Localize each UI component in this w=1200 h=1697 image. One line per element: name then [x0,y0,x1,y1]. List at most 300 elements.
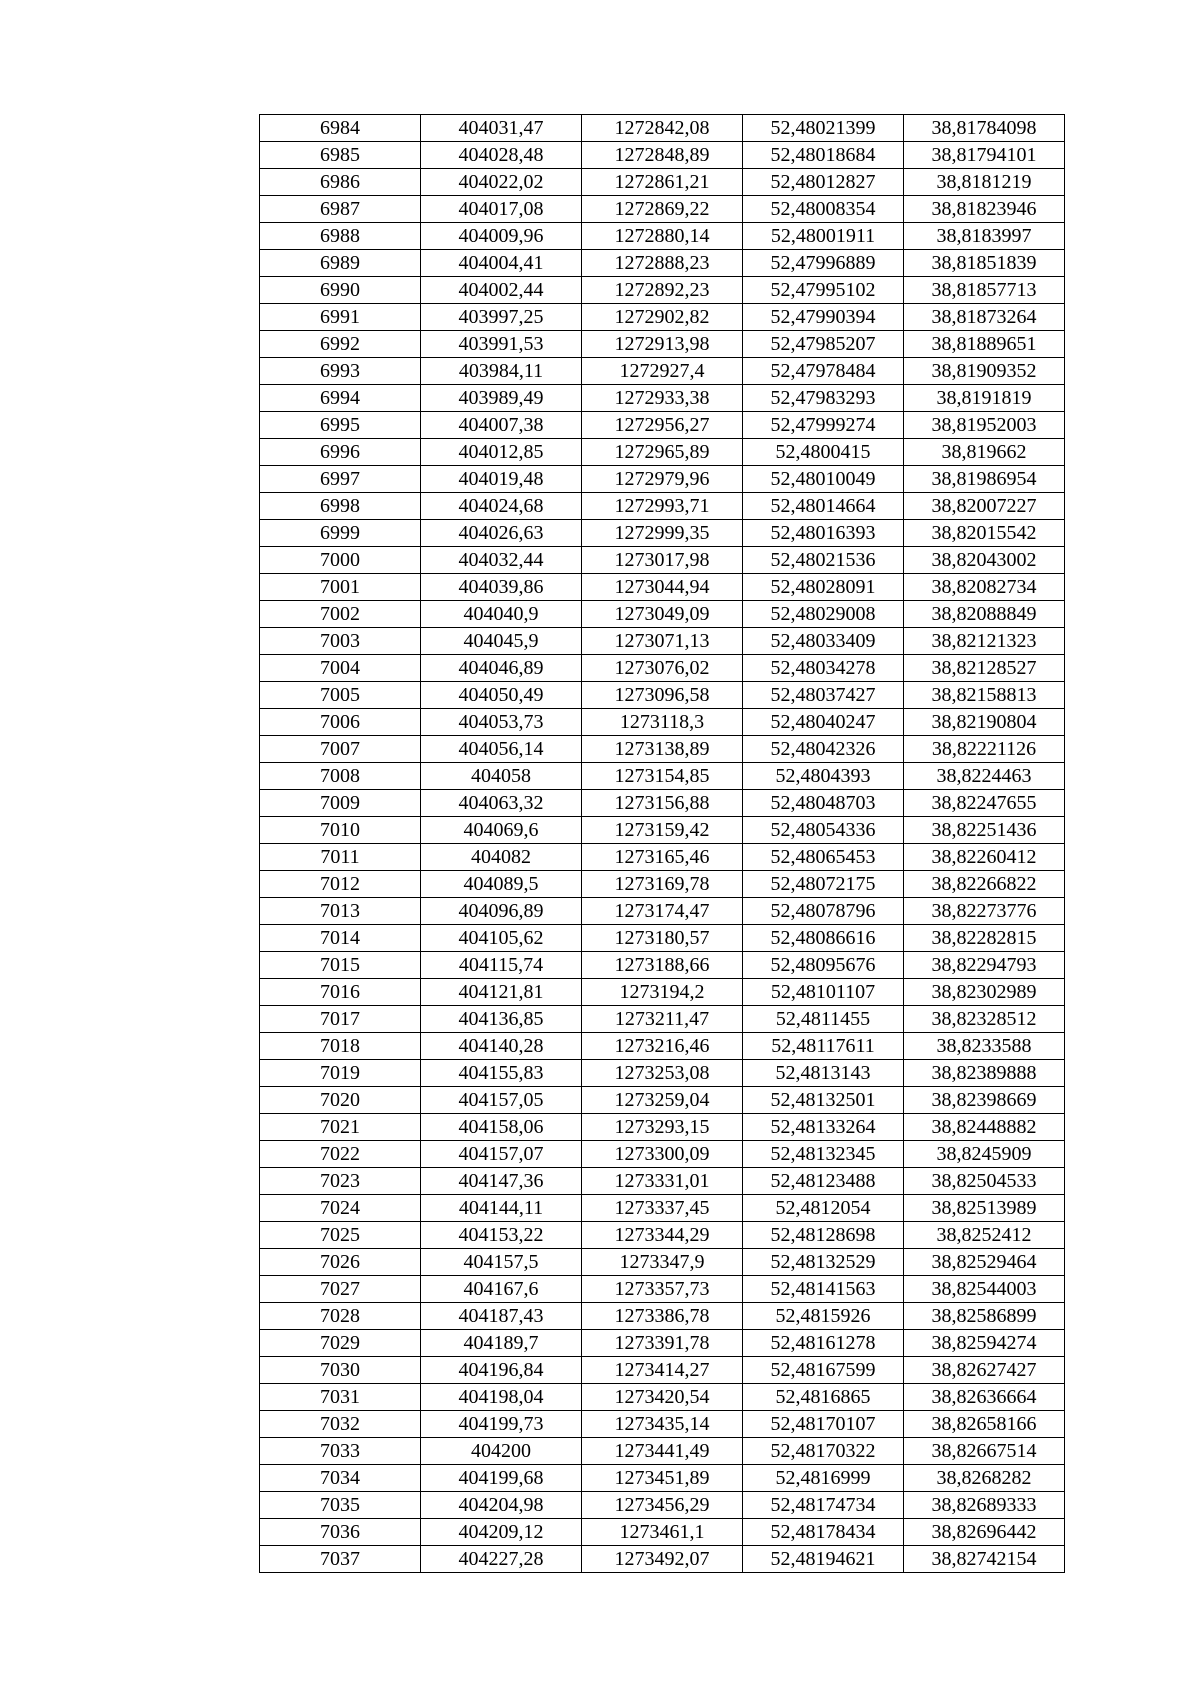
latitude-cell: 52,48101107 [743,979,904,1006]
x-coordinate-cell: 404189,7 [421,1330,582,1357]
table-row [260,439,1065,466]
point-number-cell: 7002 [260,601,421,628]
latitude-cell: 52,48072175 [743,871,904,898]
table-row [260,385,1065,412]
longitude-cell: 38,82043002 [904,547,1065,574]
longitude-cell: 38,8191819 [904,385,1065,412]
x-coordinate-cell: 404053,73 [421,709,582,736]
x-coordinate-cell: 404082 [421,844,582,871]
y-coordinate-cell: 1272861,21 [582,169,743,196]
point-number-cell: 6993 [260,358,421,385]
table-row [260,1492,1065,1519]
longitude-cell: 38,82247655 [904,790,1065,817]
point-number-cell: 7017 [260,1006,421,1033]
longitude-cell: 38,82689333 [904,1492,1065,1519]
table-row [260,709,1065,736]
latitude-cell: 52,48042326 [743,736,904,763]
y-coordinate-cell: 1272880,14 [582,223,743,250]
table-row [260,763,1065,790]
latitude-cell: 52,47999274 [743,412,904,439]
point-number-cell: 6992 [260,331,421,358]
x-coordinate-cell: 404022,02 [421,169,582,196]
point-number-cell: 7014 [260,925,421,952]
coordinates-table-body [260,115,1065,1573]
latitude-cell: 52,48037427 [743,682,904,709]
longitude-cell: 38,82529464 [904,1249,1065,1276]
y-coordinate-cell: 1273435,14 [582,1411,743,1438]
x-coordinate-cell: 404204,98 [421,1492,582,1519]
x-coordinate-cell: 404002,44 [421,277,582,304]
longitude-cell: 38,81873264 [904,304,1065,331]
y-coordinate-cell: 1273461,1 [582,1519,743,1546]
table-row [260,1303,1065,1330]
latitude-cell: 52,48133264 [743,1114,904,1141]
longitude-cell: 38,82302989 [904,979,1065,1006]
latitude-cell: 52,4816999 [743,1465,904,1492]
longitude-cell: 38,8252412 [904,1222,1065,1249]
longitude-cell: 38,82448882 [904,1114,1065,1141]
table-row [260,1438,1065,1465]
point-number-cell: 7034 [260,1465,421,1492]
table-row [260,1411,1065,1438]
y-coordinate-cell: 1273492,07 [582,1546,743,1573]
y-coordinate-cell: 1273337,45 [582,1195,743,1222]
longitude-cell: 38,819662 [904,439,1065,466]
latitude-cell: 52,47983293 [743,385,904,412]
latitude-cell: 52,48132501 [743,1087,904,1114]
point-number-cell: 7008 [260,763,421,790]
point-number-cell: 6991 [260,304,421,331]
y-coordinate-cell: 1273138,89 [582,736,743,763]
y-coordinate-cell: 1273253,08 [582,1060,743,1087]
y-coordinate-cell: 1273096,58 [582,682,743,709]
point-number-cell: 7018 [260,1033,421,1060]
y-coordinate-cell: 1272965,89 [582,439,743,466]
x-coordinate-cell: 404105,62 [421,925,582,952]
latitude-cell: 52,48021536 [743,547,904,574]
point-number-cell: 7027 [260,1276,421,1303]
point-number-cell: 6988 [260,223,421,250]
table-row [260,304,1065,331]
table-row [260,1114,1065,1141]
table-row [260,520,1065,547]
y-coordinate-cell: 1273174,47 [582,898,743,925]
y-coordinate-cell: 1273451,89 [582,1465,743,1492]
x-coordinate-cell: 404012,85 [421,439,582,466]
longitude-cell: 38,82007227 [904,493,1065,520]
point-number-cell: 7023 [260,1168,421,1195]
latitude-cell: 52,48141563 [743,1276,904,1303]
y-coordinate-cell: 1273259,04 [582,1087,743,1114]
y-coordinate-cell: 1272999,35 [582,520,743,547]
y-coordinate-cell: 1273154,85 [582,763,743,790]
y-coordinate-cell: 1273071,13 [582,628,743,655]
longitude-cell: 38,82328512 [904,1006,1065,1033]
y-coordinate-cell: 1273293,15 [582,1114,743,1141]
latitude-cell: 52,48117611 [743,1033,904,1060]
point-number-cell: 7007 [260,736,421,763]
table-row [260,952,1065,979]
point-number-cell: 7030 [260,1357,421,1384]
x-coordinate-cell: 404063,32 [421,790,582,817]
latitude-cell: 52,48033409 [743,628,904,655]
latitude-cell: 52,47978484 [743,358,904,385]
longitude-cell: 38,8183997 [904,223,1065,250]
latitude-cell: 52,48128698 [743,1222,904,1249]
x-coordinate-cell: 404157,07 [421,1141,582,1168]
longitude-cell: 38,82513989 [904,1195,1065,1222]
longitude-cell: 38,82636664 [904,1384,1065,1411]
y-coordinate-cell: 1273188,66 [582,952,743,979]
point-number-cell: 6985 [260,142,421,169]
latitude-cell: 52,4800415 [743,439,904,466]
y-coordinate-cell: 1272956,27 [582,412,743,439]
x-coordinate-cell: 404089,5 [421,871,582,898]
latitude-cell: 52,48194621 [743,1546,904,1573]
longitude-cell: 38,82260412 [904,844,1065,871]
latitude-cell: 52,48010049 [743,466,904,493]
latitude-cell: 52,48161278 [743,1330,904,1357]
longitude-cell: 38,81857713 [904,277,1065,304]
x-coordinate-cell: 404200 [421,1438,582,1465]
x-coordinate-cell: 404026,63 [421,520,582,547]
longitude-cell: 38,82398669 [904,1087,1065,1114]
table-row [260,1141,1065,1168]
point-number-cell: 7004 [260,655,421,682]
table-row [260,1222,1065,1249]
point-number-cell: 7021 [260,1114,421,1141]
x-coordinate-cell: 404155,83 [421,1060,582,1087]
longitude-cell: 38,8224463 [904,763,1065,790]
table-row [260,1087,1065,1114]
x-coordinate-cell: 404196,84 [421,1357,582,1384]
table-row [260,169,1065,196]
y-coordinate-cell: 1273456,29 [582,1492,743,1519]
latitude-cell: 52,48095676 [743,952,904,979]
y-coordinate-cell: 1272869,22 [582,196,743,223]
point-number-cell: 7037 [260,1546,421,1573]
x-coordinate-cell: 404153,22 [421,1222,582,1249]
table-row [260,1006,1065,1033]
x-coordinate-cell: 404209,12 [421,1519,582,1546]
table-row [260,466,1065,493]
latitude-cell: 52,4811455 [743,1006,904,1033]
point-number-cell: 7011 [260,844,421,871]
y-coordinate-cell: 1273420,54 [582,1384,743,1411]
table-row [260,277,1065,304]
y-coordinate-cell: 1273180,57 [582,925,743,952]
latitude-cell: 52,48029008 [743,601,904,628]
latitude-cell: 52,48012827 [743,169,904,196]
point-number-cell: 7000 [260,547,421,574]
table-row [260,628,1065,655]
table-row [260,1384,1065,1411]
point-number-cell: 7022 [260,1141,421,1168]
point-number-cell: 6995 [260,412,421,439]
longitude-cell: 38,8233588 [904,1033,1065,1060]
latitude-cell: 52,48008354 [743,196,904,223]
y-coordinate-cell: 1272993,71 [582,493,743,520]
longitude-cell: 38,81986954 [904,466,1065,493]
point-number-cell: 7025 [260,1222,421,1249]
y-coordinate-cell: 1273169,78 [582,871,743,898]
x-coordinate-cell: 404045,9 [421,628,582,655]
x-coordinate-cell: 404046,89 [421,655,582,682]
latitude-cell: 52,48086616 [743,925,904,952]
table-row [260,412,1065,439]
table-row [260,1060,1065,1087]
table-row [260,493,1065,520]
y-coordinate-cell: 1273331,01 [582,1168,743,1195]
point-number-cell: 7033 [260,1438,421,1465]
x-coordinate-cell: 404009,96 [421,223,582,250]
latitude-cell: 52,48001911 [743,223,904,250]
y-coordinate-cell: 1273194,2 [582,979,743,1006]
longitude-cell: 38,81851839 [904,250,1065,277]
y-coordinate-cell: 1273300,09 [582,1141,743,1168]
table-row [260,1276,1065,1303]
point-number-cell: 7036 [260,1519,421,1546]
latitude-cell: 52,48178434 [743,1519,904,1546]
latitude-cell: 52,47990394 [743,304,904,331]
longitude-cell: 38,82627427 [904,1357,1065,1384]
longitude-cell: 38,82586899 [904,1303,1065,1330]
table-row [260,115,1065,142]
x-coordinate-cell: 404058 [421,763,582,790]
table-row [260,1357,1065,1384]
point-number-cell: 7031 [260,1384,421,1411]
y-coordinate-cell: 1272842,08 [582,115,743,142]
x-coordinate-cell: 404158,06 [421,1114,582,1141]
point-number-cell: 6999 [260,520,421,547]
x-coordinate-cell: 404157,05 [421,1087,582,1114]
latitude-cell: 52,48167599 [743,1357,904,1384]
longitude-cell: 38,82282815 [904,925,1065,952]
latitude-cell: 52,4816865 [743,1384,904,1411]
table-row [260,1330,1065,1357]
table-row [260,142,1065,169]
x-coordinate-cell: 404007,38 [421,412,582,439]
y-coordinate-cell: 1273156,88 [582,790,743,817]
longitude-cell: 38,82251436 [904,817,1065,844]
longitude-cell: 38,82221126 [904,736,1065,763]
longitude-cell: 38,82015542 [904,520,1065,547]
longitude-cell: 38,82504533 [904,1168,1065,1195]
point-number-cell: 7020 [260,1087,421,1114]
latitude-cell: 52,48170322 [743,1438,904,1465]
point-number-cell: 7010 [260,817,421,844]
x-coordinate-cell: 404032,44 [421,547,582,574]
y-coordinate-cell: 1273441,49 [582,1438,743,1465]
latitude-cell: 52,48123488 [743,1168,904,1195]
point-number-cell: 7003 [260,628,421,655]
y-coordinate-cell: 1273159,42 [582,817,743,844]
longitude-cell: 38,82544003 [904,1276,1065,1303]
table-row [260,790,1065,817]
point-number-cell: 7016 [260,979,421,1006]
table-row [260,601,1065,628]
table-row [260,979,1065,1006]
point-number-cell: 6984 [260,115,421,142]
latitude-cell: 52,48040247 [743,709,904,736]
coordinates-table [259,114,1065,1573]
table-row [260,223,1065,250]
latitude-cell: 52,48078796 [743,898,904,925]
latitude-cell: 52,48132345 [743,1141,904,1168]
y-coordinate-cell: 1272979,96 [582,466,743,493]
point-number-cell: 6989 [260,250,421,277]
y-coordinate-cell: 1272888,23 [582,250,743,277]
point-number-cell: 7006 [260,709,421,736]
latitude-cell: 52,48174734 [743,1492,904,1519]
x-coordinate-cell: 404096,89 [421,898,582,925]
latitude-cell: 52,48170107 [743,1411,904,1438]
point-number-cell: 7032 [260,1411,421,1438]
point-number-cell: 7001 [260,574,421,601]
point-number-cell: 6987 [260,196,421,223]
longitude-cell: 38,81823946 [904,196,1065,223]
x-coordinate-cell: 404031,47 [421,115,582,142]
longitude-cell: 38,82389888 [904,1060,1065,1087]
table-row [260,1465,1065,1492]
table-row [260,250,1065,277]
y-coordinate-cell: 1273414,27 [582,1357,743,1384]
table-row [260,1249,1065,1276]
table-row [260,925,1065,952]
x-coordinate-cell: 404199,73 [421,1411,582,1438]
y-coordinate-cell: 1273357,73 [582,1276,743,1303]
x-coordinate-cell: 404147,36 [421,1168,582,1195]
x-coordinate-cell: 404227,28 [421,1546,582,1573]
point-number-cell: 6998 [260,493,421,520]
y-coordinate-cell: 1273044,94 [582,574,743,601]
latitude-cell: 52,48065453 [743,844,904,871]
y-coordinate-cell: 1273344,29 [582,1222,743,1249]
y-coordinate-cell: 1273347,9 [582,1249,743,1276]
table-row [260,358,1065,385]
point-number-cell: 7013 [260,898,421,925]
longitude-cell: 38,82667514 [904,1438,1065,1465]
longitude-cell: 38,81784098 [904,115,1065,142]
y-coordinate-cell: 1273049,09 [582,601,743,628]
y-coordinate-cell: 1273391,78 [582,1330,743,1357]
latitude-cell: 52,48132529 [743,1249,904,1276]
table-row [260,1195,1065,1222]
point-number-cell: 7026 [260,1249,421,1276]
x-coordinate-cell: 404024,68 [421,493,582,520]
point-number-cell: 6997 [260,466,421,493]
longitude-cell: 38,82158813 [904,682,1065,709]
latitude-cell: 52,48014664 [743,493,904,520]
longitude-cell: 38,82696442 [904,1519,1065,1546]
longitude-cell: 38,82082734 [904,574,1065,601]
latitude-cell: 52,48018684 [743,142,904,169]
x-coordinate-cell: 404028,48 [421,142,582,169]
x-coordinate-cell: 403997,25 [421,304,582,331]
x-coordinate-cell: 404199,68 [421,1465,582,1492]
longitude-cell: 38,8268282 [904,1465,1065,1492]
latitude-cell: 52,48028091 [743,574,904,601]
longitude-cell: 38,82190804 [904,709,1065,736]
latitude-cell: 52,4812054 [743,1195,904,1222]
table-row [260,844,1065,871]
y-coordinate-cell: 1273017,98 [582,547,743,574]
longitude-cell: 38,82121323 [904,628,1065,655]
x-coordinate-cell: 404167,6 [421,1276,582,1303]
point-number-cell: 7019 [260,1060,421,1087]
table-row [260,574,1065,601]
point-number-cell: 7035 [260,1492,421,1519]
point-number-cell: 7029 [260,1330,421,1357]
latitude-cell: 52,48034278 [743,655,904,682]
point-number-cell: 7005 [260,682,421,709]
latitude-cell: 52,47985207 [743,331,904,358]
longitude-cell: 38,82266822 [904,871,1065,898]
table-row [260,682,1065,709]
point-number-cell: 6986 [260,169,421,196]
longitude-cell: 38,8181219 [904,169,1065,196]
table-row [260,547,1065,574]
longitude-cell: 38,81889651 [904,331,1065,358]
x-coordinate-cell: 404050,49 [421,682,582,709]
table-row [260,736,1065,763]
point-number-cell: 7015 [260,952,421,979]
x-coordinate-cell: 404121,81 [421,979,582,1006]
y-coordinate-cell: 1272902,82 [582,304,743,331]
latitude-cell: 52,48016393 [743,520,904,547]
latitude-cell: 52,47996889 [743,250,904,277]
x-coordinate-cell: 404144,11 [421,1195,582,1222]
table-row [260,1546,1065,1573]
table-row [260,1168,1065,1195]
x-coordinate-cell: 404069,6 [421,817,582,844]
table-row [260,655,1065,682]
point-number-cell: 7012 [260,871,421,898]
latitude-cell: 52,4804393 [743,763,904,790]
longitude-cell: 38,81794101 [904,142,1065,169]
longitude-cell: 38,82658166 [904,1411,1065,1438]
x-coordinate-cell: 404198,04 [421,1384,582,1411]
longitude-cell: 38,81952003 [904,412,1065,439]
table-row [260,898,1065,925]
x-coordinate-cell: 404140,28 [421,1033,582,1060]
y-coordinate-cell: 1273216,46 [582,1033,743,1060]
table-row [260,817,1065,844]
table-row [260,871,1065,898]
longitude-cell: 38,8245909 [904,1141,1065,1168]
table-row [260,331,1065,358]
latitude-cell: 52,4815926 [743,1303,904,1330]
y-coordinate-cell: 1273076,02 [582,655,743,682]
y-coordinate-cell: 1273118,3 [582,709,743,736]
longitude-cell: 38,82294793 [904,952,1065,979]
y-coordinate-cell: 1272913,98 [582,331,743,358]
x-coordinate-cell: 403984,11 [421,358,582,385]
y-coordinate-cell: 1272848,89 [582,142,743,169]
point-number-cell: 6990 [260,277,421,304]
latitude-cell: 52,4813143 [743,1060,904,1087]
x-coordinate-cell: 404019,48 [421,466,582,493]
y-coordinate-cell: 1272933,38 [582,385,743,412]
point-number-cell: 7009 [260,790,421,817]
table-row [260,196,1065,223]
x-coordinate-cell: 404136,85 [421,1006,582,1033]
y-coordinate-cell: 1272927,4 [582,358,743,385]
x-coordinate-cell: 404004,41 [421,250,582,277]
longitude-cell: 38,82088849 [904,601,1065,628]
table-row [260,1519,1065,1546]
longitude-cell: 38,82128527 [904,655,1065,682]
